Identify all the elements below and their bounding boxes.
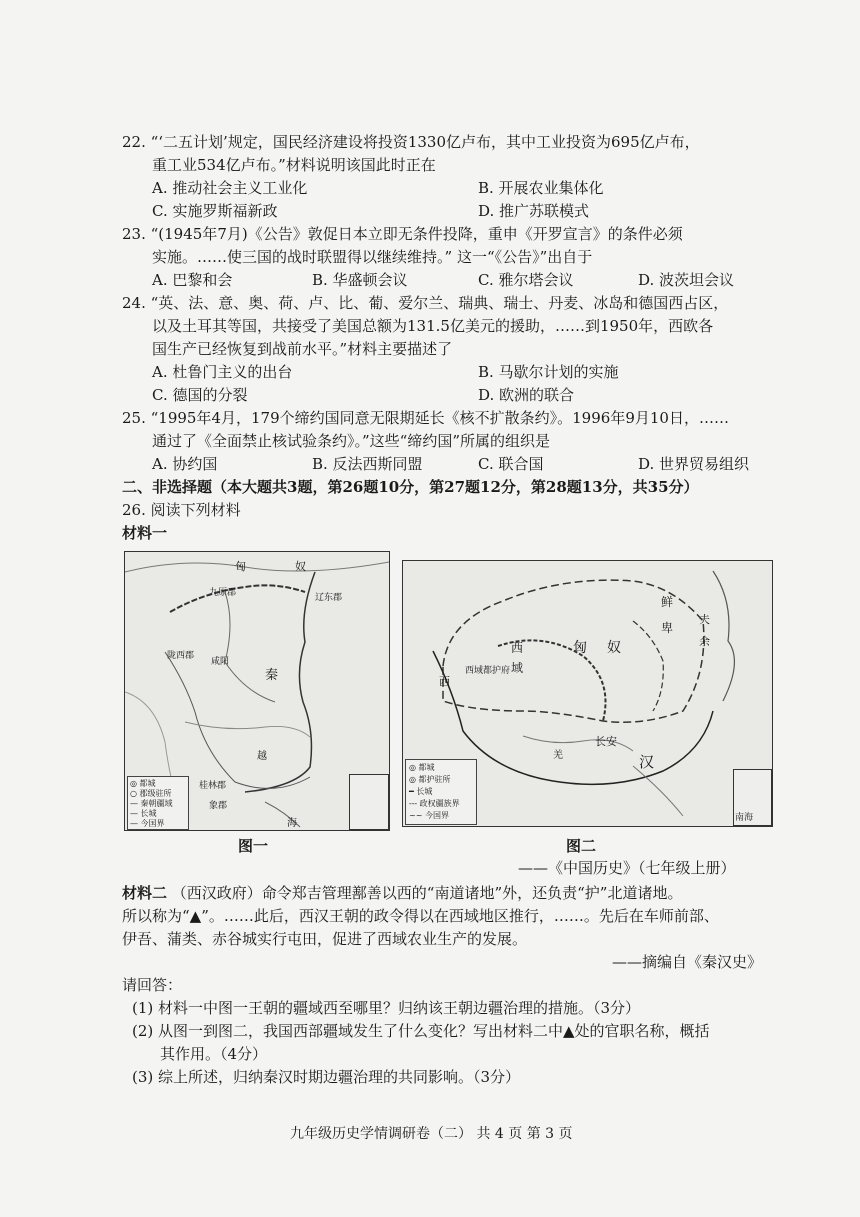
map2-label-yu-region: 域 <box>511 661 524 675</box>
q24-line1: 24. “英、法、意、奥、荷、卢、比、葡、爱尔兰、瑞典、瑞士、丹麦、冰岛和德国西占区， <box>122 294 729 312</box>
map2-label-han: 汉 <box>639 753 655 771</box>
map1-label-nu: 奴 <box>295 560 306 573</box>
map2-label-nu: 奴 <box>607 640 621 656</box>
answer-prompt: 请回答： <box>122 976 183 994</box>
map1-label-longxi: 陇西郡 <box>167 651 195 661</box>
map1-label-jiuyuan: 九原郡 <box>209 588 237 598</box>
map2-legend-modern-border: ~~ 今国界 <box>409 811 449 820</box>
map1-caption: 图一 <box>238 837 269 855</box>
map2-legend-wall: ━ 长城 <box>409 787 433 796</box>
map2-caption: 图二 <box>566 837 597 855</box>
map1-label-guilin: 桂林郡 <box>199 781 227 791</box>
map1-label-yue: 越 <box>257 751 267 762</box>
q24-line3: 国生产已经恢复到战前水平。”材料主要描述了 <box>152 340 453 358</box>
q22-option-c: C. 实施罗斯福新政 <box>152 202 278 220</box>
map-qin-dynasty <box>124 551 390 831</box>
q24-option-b: B. 马歇尔计划的实施 <box>478 363 619 381</box>
q26-intro: 26. 阅读下列材料 <box>122 501 241 519</box>
map2-label-xi: 西 <box>511 641 524 655</box>
q22-option-a: A. 推动社会主义工业化 <box>152 179 308 197</box>
map2-label-xian: 鲜 <box>661 595 674 609</box>
q24-line2: 以及土耳其等国，共接受了美国总额为131.5亿美元的援助，……到1950年，西欧各 <box>152 317 714 335</box>
map1-legend-wall: — 长城 <box>130 809 157 818</box>
map2-legend-regime-border: --- 政权疆族界 <box>409 799 460 808</box>
map2-legend <box>405 759 477 825</box>
map1-label-sea: 海 <box>287 818 297 829</box>
map2-label-qiang: 羌 <box>553 750 563 761</box>
q22-line1: 22. “‘二五计划’规定，国民经济建设将投资1330亿卢布，其中工业投资为695亿卢布， <box>122 133 700 151</box>
material2-line3: 伊吾、蒲类、赤谷城实行屯田，促进了西域农业生产的发展。 <box>122 930 528 948</box>
q25-line2: 通过了《全面禁止核试验条约》。”这些“缔约国”所属的组织是 <box>152 432 551 450</box>
q25-option-a: A. 协约国 <box>152 455 218 473</box>
map2-label-changan: 长安 <box>595 735 617 748</box>
material2-line1-wrap <box>122 883 682 903</box>
map2-label-fu: 夫 <box>699 613 710 626</box>
material1-source: ——《中国历史》（七年级上册） <box>518 859 736 877</box>
q25-line1: 25. “1995年4月，179个缔约国同意无限期延长《核不扩散条约》。1996年9月10日，…… <box>122 409 729 427</box>
q22-option-d: D. 推广苏联模式 <box>478 202 590 220</box>
q25-option-b: B. 反法西斯同盟 <box>312 455 423 473</box>
map2-label-bei: 卑 <box>661 621 674 635</box>
q23-option-c: C. 雅尔塔会议 <box>478 271 574 289</box>
q25-option-d: D. 世界贸易组织 <box>638 455 750 473</box>
q24-option-a: A. 杜鲁门主义的出台 <box>152 363 293 381</box>
sub-question-3: (3) 综上所述，归纳秦汉时期边疆治理的共同影响。（3分） <box>132 1068 521 1086</box>
map1-label-xiong: 匈 <box>235 560 246 573</box>
section2-heading: 二、非选择题（本大题共3题，第26题10分，第27题12分，第28题13分，共35分） <box>122 478 699 496</box>
map2-label-protectorate: 西域都护府 <box>465 666 511 676</box>
map1-label-xiang: 象郡 <box>209 801 228 811</box>
map1-label-qin: 秦 <box>265 668 279 683</box>
map2-inset-label: 南海 <box>735 813 754 823</box>
material2-source: ——摘编自《秦汉史》 <box>612 953 763 971</box>
map1-label-liaodong: 辽东郡 <box>315 593 343 603</box>
page-footer: 九年级历史学情调研卷（二） 共 4 页 第 3 页 <box>290 1126 573 1142</box>
q22-option-b: B. 开展农业集体化 <box>478 179 604 197</box>
material2-title: 材料二 <box>122 884 168 902</box>
sub-question-2-line2: 其作用。（4分） <box>160 1045 268 1063</box>
q22-line2: 重工业534亿卢布。”材料说明该国此时正在 <box>152 156 436 174</box>
q23-option-d: D. 波茨坦会议 <box>638 271 735 289</box>
material2-line1: （西汉政府）命令郑吉管理鄯善以西的“南道诸地”外，还负责“护”北道诸地。 <box>171 884 683 902</box>
sub-question-1: (1) 材料一中图一王朝的疆域西至哪里？归纳该王朝边疆治理的措施。（3分） <box>132 999 641 1017</box>
q24-option-c: C. 德国的分裂 <box>152 386 248 404</box>
q23-line1: 23. “(1945年7月)《公告》敦促日本立即无条件投降，重申《开罗宣言》的条件必须 <box>122 225 683 243</box>
sub-question-2-line1: (2) 从图一到图二，我国西部疆域发生了什么变化？写出材料二中▲处的官职名称，概括 <box>132 1022 710 1040</box>
map1-label-xianyang: 咸阳 <box>211 657 230 667</box>
map1-inset-south-sea <box>349 774 389 830</box>
map1-legend-capital: ◎ 都城 <box>130 779 156 788</box>
map2-legend-protectorate: ◎ 都护驻所 <box>409 775 451 784</box>
map1-legend-border: — 今国界 <box>130 819 165 828</box>
q24-option-d: D. 欧洲的联合 <box>478 386 575 404</box>
map2-legend-capital: ◎ 都城 <box>409 763 435 772</box>
map2-inset-south-sea <box>733 769 772 826</box>
q23-option-b: B. 华盛顿会议 <box>312 271 408 289</box>
q23-option-a: A. 巴黎和会 <box>152 271 233 289</box>
q25-option-c: C. 联合国 <box>478 455 544 473</box>
map2-label-xi-west: 西 <box>439 675 450 688</box>
q23-line2: 实施。……使三国的战时联盟得以继续维持。” 这一“《公告》”出自于 <box>152 248 593 266</box>
map1-legend-territory: — 秦朝疆域 <box>130 799 173 808</box>
material1-title: 材料一 <box>122 524 168 542</box>
map-han-dynasty <box>402 560 773 827</box>
map1-legend-prefecture: ○ 郡级驻所 <box>130 789 172 798</box>
map1-legend <box>127 776 189 830</box>
map2-label-yu: 余 <box>699 635 710 648</box>
map2-label-xiong: 匈 <box>573 640 587 656</box>
material2-line2: 所以称为“▲”。……此后，西汉王朝的政令得以在西域地区推行，……。先后在车师前部、 <box>122 907 719 925</box>
